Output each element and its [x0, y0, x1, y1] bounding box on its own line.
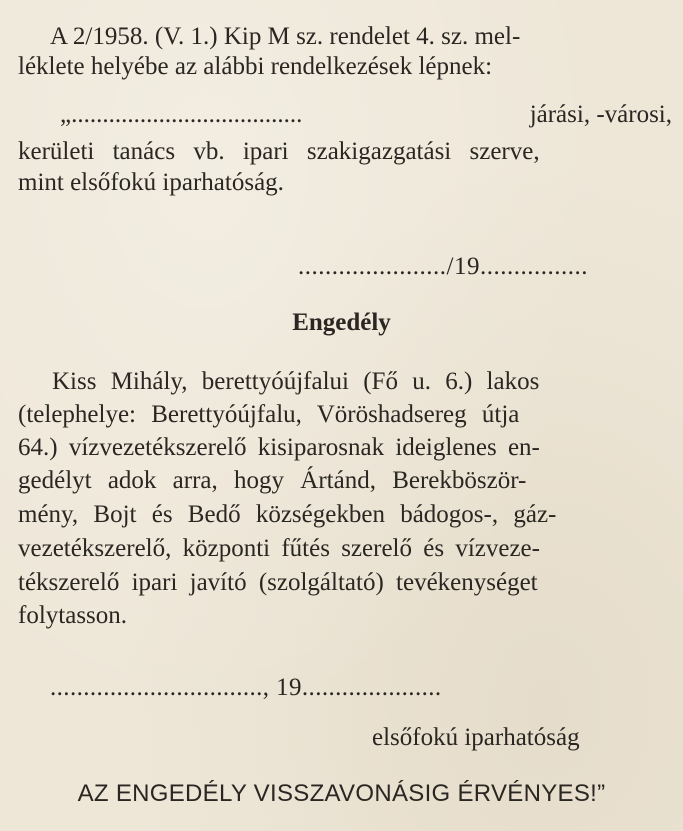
body-line-2: (telephelye: Berettyóújfalu, Vöröshadsereg útja: [18, 401, 520, 428]
date-line-bottom: ................................, 19.....................: [50, 674, 442, 701]
authority-signature: elsőfokú iparhatóság: [372, 724, 580, 751]
validity-notice: AZ ENGEDÉLY VISSZAVONÁSIG ÉRVÉNYES!”: [77, 780, 606, 807]
body-line-3: 64.) vízvezetékszerelő kisiparosnak ideiglenes en-: [18, 434, 540, 461]
body-line-5: mény, Bojt és Bedő községekben bádogos-, gáz-: [18, 501, 557, 528]
date-line-top: ....................../19................: [298, 253, 588, 280]
body-line-1: Kiss Mihály, berettyóújfalui (Fő u. 6.) lakos: [52, 368, 540, 395]
body-line-6: vezetékszerelő, központi fűtés szerelő és vízveze-: [18, 535, 540, 562]
intro-city-types: járási, -városi,: [529, 101, 672, 128]
body-line-4: gedélyt adok arra, hogy Ártánd, Berekböször-: [18, 467, 527, 494]
intro-line-5: mint elsőfokú iparhatóság.: [18, 169, 284, 196]
intro-line-2: léklete helyébe az alábbi rendelkezések lépnek:: [18, 53, 493, 80]
document-title: Engedély: [292, 309, 391, 336]
intro-text-1: A 2/1958. (V. 1.) Kip M sz. rendelet 4. sz. mel-: [50, 23, 521, 50]
body-line-8: folytasson.: [18, 602, 128, 629]
intro-dots: „.....................................: [60, 101, 303, 128]
intro-line-3: [18, 100, 672, 130]
intro-line-1: [18, 22, 672, 52]
body-line-7: tékszerelő ipari javító (szolgáltató) tevékenységet: [18, 569, 538, 596]
intro-line-4: kerületi tanács vb. ipari szakigazgatási szerve,: [18, 138, 540, 165]
